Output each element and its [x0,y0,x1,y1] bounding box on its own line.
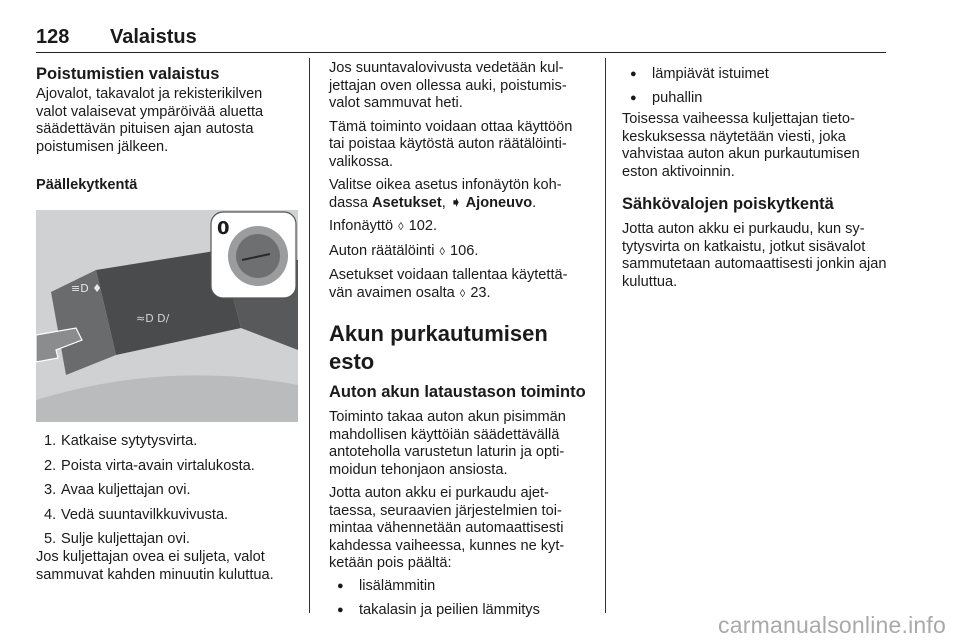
list-item: ● lämpiävät istuimet [622,65,888,83]
svg-text:≈D D/: ≈D D/ [136,312,170,325]
section-heading: Poistumistien valaistus [36,65,220,83]
list-item: ● puhallin [622,89,888,107]
paragraph: Toisessa vaiheessa kuljettajan tieto- keskuksessa näytetään viesti, joka vahvistaa auton akun purkautumisen eston aktivoinnin. [622,111,860,180]
paragraph: Jotta auton akku ei purkaudu, kun sy- tytysvirta on katkaistu, jotkut sisävalot sammutetaan automaattisesti jonkin ajan kuluttua. [622,221,887,290]
vehicle-menu-label: Ajoneuvo [462,194,533,211]
subsection-heading: Sähkövalojen poiskytkentä [622,195,834,213]
settings-menu-label: Asetukset [372,194,442,211]
closing-paragraph: Jos kuljettajan ovea ei suljeta, valot sammuvat kahden minuutin kuluttua. [36,549,274,583]
key-position-label: 0 [217,218,230,239]
paragraph: Jotta auton akku ei purkaudu ajet- taessa, seuraavien järjestelmien toi- mintaa vähennetään automaattisesti kahdessa vaiheessa, kunnes ne kyt- ketään pois päältä: [329,485,565,571]
list-item: 5. Sulje kuljettajan ovi. [44,531,190,547]
major-heading: Akun purkautumisen esto [329,321,548,374]
step-list [36,432,301,548]
intro-paragraph: Ajovalot, takavalot ja rekisterikilven valot valaisevat ympäröivää aluetta säädettävän pituisen ajan autosta poistumisen jälkeen. [36,86,264,155]
page-title: Valaistus [110,26,197,48]
column-divider-right [605,58,606,613]
column-1 [36,60,298,195]
column-2 [329,60,591,619]
header-rule [36,52,886,53]
page-reference-icon: ◊ [398,221,404,233]
paragraph: Valitse oikea asetus infonäytön koh- dassa Asetukset, ➧ Ajoneuvo. [329,177,562,211]
paragraph: Toiminto takaa auton akun pisimmän mahdollisen käyttöiän säädettävällä antoteholla varustetun laturin ja opti- moidun tehonjaon ansiosta. [329,409,566,478]
reference-line: Auton räätälöinti ◊ 106. [329,242,479,259]
list-item: 1. Katkaise sytytysvirta. [44,433,198,449]
column-divider-left [309,58,310,613]
system-list-continued [622,65,888,107]
subsection-heading: Päällekytkentä [36,177,138,193]
list-item: 4. Vedä suuntavilkkuvivusta. [44,506,229,523]
page-number: 128 [36,26,70,48]
lever-diagram [36,210,298,422]
paragraph: Jos suuntavalovivusta vedetään kul- jettajan oven ollessa auki, poistumis- valot sammuvat heti. [329,60,567,111]
menu-arrow-icon: ➧ [449,194,463,211]
list-item: ● lisälämmitin [329,577,591,595]
column-1-lower [36,432,301,584]
subsection-heading: Auton akun lataustason toiminto [329,383,586,401]
page-reference-icon: ◊ [459,287,466,300]
reference-line: Infonäyttö ◊ 102. [329,218,438,234]
list-item: 2. Poista virta-avain virtalukosta. [44,457,255,474]
system-list [329,577,591,619]
column-3 [622,60,888,291]
watermark: carmanualsonline.info [718,612,946,638]
list-item: ● takalasin ja peilien lämmitys [329,601,591,619]
svg-text:≡D ♦: ≡D ♦ [71,282,103,295]
paragraph: Tämä toiminto voidaan ottaa käyttöön tai poistaa käytöstä auton räätälöinti- valikossa. [329,118,573,170]
paragraph: Asetukset voidaan tallentaa käytettä- vän avaimen osalta ◊ 23. [329,267,568,301]
list-item: 3. Avaa kuljettajan ovi. [44,482,191,498]
turn-signal-lever-illustration [36,210,298,422]
page-reference-icon: ◊ [439,245,445,258]
